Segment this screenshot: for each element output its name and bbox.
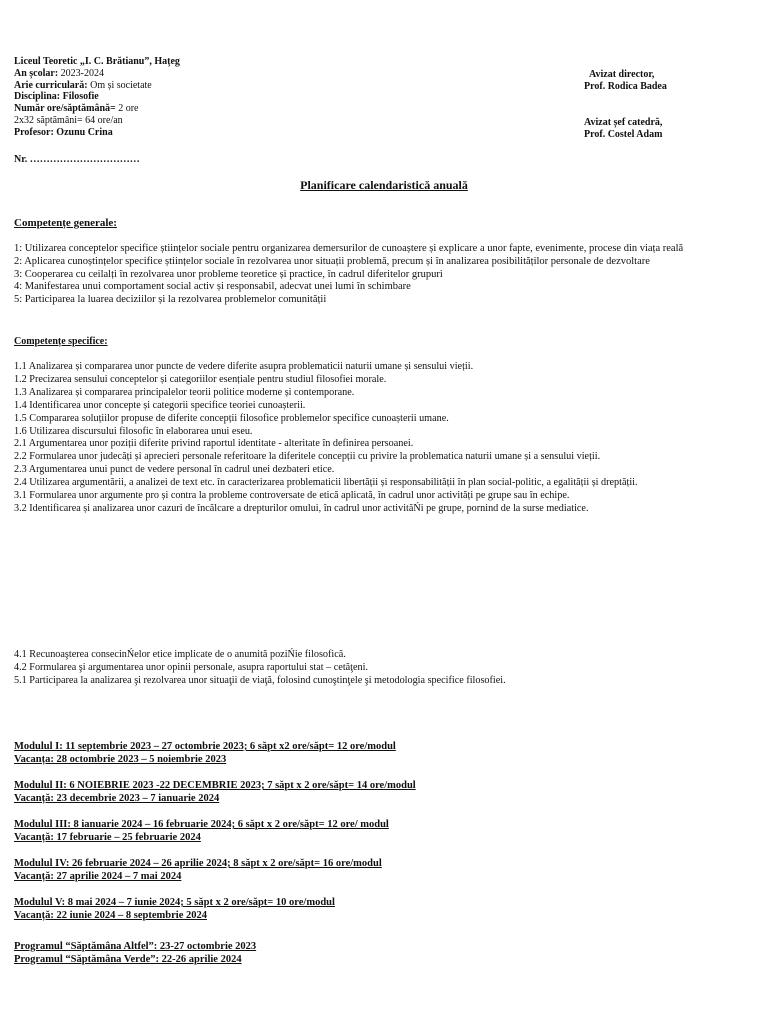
list-item: 2: Aplicarea cunoștințelor specifice științelor sociale în rezolvarea unor situații problemă, precum și în analizarea posibilităților personale de dezvoltare bbox=[14, 255, 650, 267]
department-approval bbox=[584, 117, 662, 141]
module-line: Modulul III: 8 ianuarie 2024 – 16 februarie 2024; 6 săpt x 2 ore/săpt= 12 ore/ modul bbox=[14, 819, 389, 830]
list-item: 3.2 Identificarea și analizarea unor cazuri de încălcare a drepturilor omului, în cadrul unor activităŃi pe grupe, pornind de la surse mediatice. bbox=[14, 502, 589, 514]
hours-per-week: Număr ore/săptămână= 2 ore bbox=[14, 103, 139, 115]
list-item: 1: Utilizarea conceptelor specifice științelor sociale pentru organizarea demersurilor de cunoaștere și explicare a unor fapte, evenimente, procese din viața reală bbox=[14, 243, 684, 254]
director-name: Prof. Rodica Badea bbox=[584, 80, 667, 92]
department-head-name: Prof. Costel Adam bbox=[584, 128, 663, 140]
module-line: Modulul IV: 26 februarie 2024 – 26 aprilie 2024; 8 săpt x 2 ore/săpt= 16 ore/modul bbox=[14, 858, 382, 869]
list-item: 1.1 Analizarea și compararea unor puncte de vedere diferite asupra problematicii naturii umane și sensului vieții. bbox=[14, 361, 474, 372]
modules-schedule bbox=[14, 741, 416, 936]
registration-number: Nr. …………………………… bbox=[14, 154, 140, 165]
specific-competences-list-continued bbox=[14, 648, 720, 688]
program-line: Programul “Săptămâna Altfel”: 23-27 octombrie 2023 bbox=[14, 941, 257, 952]
list-item: 1.4 Identificarea unor concepte și categorii specifice teoriei cunoașterii. bbox=[14, 399, 306, 411]
vacation-line: Vacanță: 22 iunie 2024 – 8 septembrie 2024 bbox=[14, 909, 207, 921]
module-group bbox=[14, 780, 416, 805]
page-title: Planificare calendaristică anuală bbox=[300, 178, 468, 192]
list-item: 4: Manifestarea unui comportament social activ și responsabil, adecvat unei lumi în schimbare bbox=[14, 281, 411, 293]
header-school-info bbox=[14, 56, 180, 139]
module-line: Modulul I: 11 septembrie 2023 – 27 octombrie 2023; 6 săpt x2 ore/săpt= 12 ore/modul bbox=[14, 741, 396, 752]
module-line: Modulul V: 8 mai 2024 – 7 iunie 2024; 5 săpt x 2 ore/săpt= 10 ore/modul bbox=[14, 897, 335, 908]
list-item: 5: Participarea la luarea deciziilor și la rezolvarea problemelor comunității bbox=[14, 294, 327, 306]
list-item: 5.1 Participarea la analizarea şi rezolvarea unor situaţii de viaţă, folosind cunoştinţele şi metodologia specifice filosofiei. bbox=[14, 675, 506, 687]
director-approval bbox=[584, 69, 667, 93]
weeks-total: 2x32 săptămâni= 64 ore/an bbox=[14, 114, 123, 126]
list-item: 1.6 Utilizarea discursului filosofic în elaborarea unui eseu. bbox=[14, 425, 253, 437]
director-label: Avizat director, bbox=[589, 69, 655, 80]
program-line: Programul “Săptămâna Verde”: 22-26 aprilie 2024 bbox=[14, 953, 242, 965]
list-item: 1.3 Analizarea și compararea principalelor teorii politice moderne și contemporane. bbox=[14, 386, 355, 398]
school-name: Liceul Teoretic „I. C. Brătianu”, Hațeg bbox=[14, 56, 180, 67]
list-item: 3: Cooperarea cu ceilalți în rezolvarea unor probleme teoretice și practice, în cadrul diferitelor grupuri bbox=[14, 268, 443, 280]
general-competences-list bbox=[14, 243, 724, 307]
list-item: 2.2 Formularea unor judecăți și aprecieri personale referitoare la diferitele concepții cu privire la problematica naturii umane și a sensului vieții. bbox=[14, 451, 601, 463]
specific-competences-heading: Competențe specifice: bbox=[14, 336, 108, 347]
module-group bbox=[14, 897, 416, 922]
school-year: An școlar: 2023-2024 bbox=[14, 67, 105, 79]
vacation-line: Vacanță: 27 aprilie 2024 – 7 mai 2024 bbox=[14, 870, 182, 882]
programs-list bbox=[14, 941, 256, 966]
module-group bbox=[14, 741, 416, 766]
specific-competences-list bbox=[14, 361, 720, 516]
list-item: 3.1 Formularea unor argumente pro și contra la probleme controversate de etică aplicată, în cadrul unor activități pe grupe sau în echipe. bbox=[14, 490, 570, 502]
vacation-line: Vacanță: 23 decembrie 2023 – 7 ianuarie 2024 bbox=[14, 792, 220, 804]
teacher-name: Profesor: Ozunu Crina bbox=[14, 126, 113, 138]
vacation-line: Vacanță: 17 februarie – 25 februarie 2024 bbox=[14, 831, 201, 843]
module-group bbox=[14, 819, 416, 844]
list-item: 1.5 Compararea soluțiilor propuse de diferite concepții filosofice problemelor specifice cunoașterii umane. bbox=[14, 412, 449, 424]
list-item: 2.3 Argumentarea unui punct de vedere personal în cadrul unei dezbateri etice. bbox=[14, 464, 335, 476]
list-item: 1.2 Precizarea sensului conceptelor și categoriilor esențiale pentru studiul filosofiei morale. bbox=[14, 373, 387, 385]
list-item: 4.1 Recunoaşterea consecinŃelor etice implicate de o anumită poziŃie filosofică. bbox=[14, 649, 346, 660]
curricular-area: Arie curriculară: Om și societate bbox=[14, 79, 152, 91]
list-item: 2.4 Utilizarea argumentării, a analizei de text etc. în caracterizarea problematicii libertății și responsabilității în plan social-politic, a egalității și dreptății. bbox=[14, 477, 638, 489]
department-label: Avizat șef catedră, bbox=[584, 117, 663, 128]
discipline: Disciplina: Filosofie bbox=[14, 91, 99, 103]
list-item: 2.1 Argumentarea unor poziții diferite privind raportul identitate - alteritate în definirea persoanei. bbox=[14, 438, 414, 450]
general-competences-heading: Competențe generale: bbox=[14, 217, 117, 229]
module-line: Modulul II: 6 NOIEBRIE 2023 -22 DECEMBRIE 2023; 7 săpt x 2 ore/săpt= 14 ore/modul bbox=[14, 780, 416, 791]
list-item: 4.2 Formularea şi argumentarea unor opinii personale, asupra raportului stat – cetăţeni. bbox=[14, 662, 368, 674]
vacation-line: Vacanța: 28 octombrie 2023 – 5 noiembrie 2023 bbox=[14, 753, 227, 765]
module-group bbox=[14, 858, 416, 883]
